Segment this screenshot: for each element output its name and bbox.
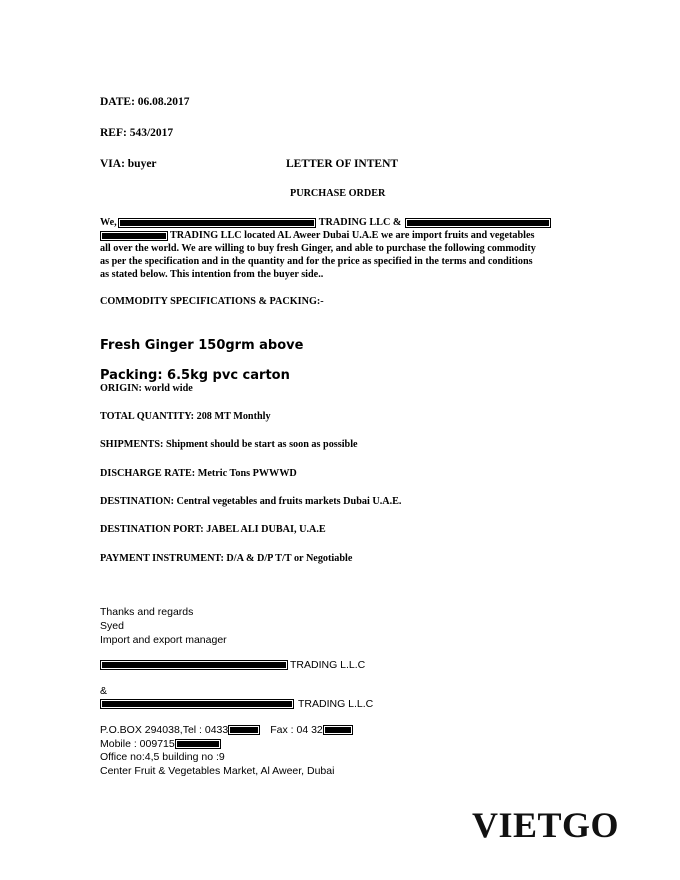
redaction-bar xyxy=(100,660,288,670)
company-2-suffix: TRADING L.L.C xyxy=(298,698,374,710)
letter-title: LETTER OF INTENT xyxy=(286,158,399,170)
closing-thanks: Thanks and regards xyxy=(100,606,194,618)
company-ampersand: & xyxy=(100,685,108,697)
redaction-bar xyxy=(175,739,221,749)
redaction-bar xyxy=(228,725,260,735)
discharge-rate: DISCHARGE RATE: Metric Tons PWWWD xyxy=(100,468,297,479)
product-name: Fresh Ginger 150grm above xyxy=(100,338,304,353)
destination-port: DESTINATION PORT: JABEL ALI DUBAI, U.A.E xyxy=(100,524,326,535)
signer-name: Syed xyxy=(100,620,124,632)
payment-instrument: PAYMENT INSTRUMENT: D/A & D/P T/T or Negotiable xyxy=(100,553,353,564)
intro-line-2-text: TRADING LLC located AL Aweer Dubai U.A.E we are import fruits and vegetables xyxy=(170,230,535,241)
total-quantity: TOTAL QUANTITY: 208 MT Monthly xyxy=(100,411,271,422)
office-line: Office no:4,5 building no :9 xyxy=(100,751,225,763)
intro-line-4: as per the specification and in the quantity and for the price as specified in the terms and conditions xyxy=(100,256,533,267)
intro-paragraph xyxy=(100,216,590,281)
intro-line-1 xyxy=(100,216,590,229)
company-1-suffix: TRADING L.L.C xyxy=(290,659,366,671)
redaction-bar xyxy=(323,725,353,735)
address-line: Center Fruit & Vegetables Market, Al Aweer, Dubai xyxy=(100,765,335,777)
intro-we: We, xyxy=(100,217,117,228)
letter-reference: REF: 543/2017 xyxy=(100,127,174,139)
intro-line-2 xyxy=(100,229,590,242)
contact-mobile xyxy=(100,738,221,750)
origin-line: ORIGIN: world wide xyxy=(100,383,193,394)
redaction-bar xyxy=(100,231,168,241)
vietgo-logo: VIETGO xyxy=(472,805,620,845)
letter-via: VIA: buyer xyxy=(100,158,157,170)
mobile-number: Mobile : 009715 xyxy=(100,738,175,750)
redaction-bar xyxy=(100,699,294,709)
company-line-2 xyxy=(100,698,373,710)
pobox-tel: P.O.BOX 294038,Tel : 0433 xyxy=(100,724,229,736)
packing-line: Packing: 6.5kg pvc carton xyxy=(100,368,290,383)
signer-role: Import and export manager xyxy=(100,634,227,646)
shipments-line: SHIPMENTS: Shipment should be start as soon as possible xyxy=(100,439,358,450)
company-line-1 xyxy=(100,659,365,671)
redaction-bar xyxy=(118,218,316,228)
intro-line-3: all over the world. We are willing to buy fresh Ginger, and able to purchase the following commodity xyxy=(100,243,536,254)
letter-date: DATE: 06.08.2017 xyxy=(100,96,190,108)
intro-company-suffix: TRADING LLC & xyxy=(318,217,402,228)
intro-line-5: as stated below. This intention from the buyer side.. xyxy=(100,269,324,280)
spec-heading: COMMODITY SPECIFICATIONS & PACKING:- xyxy=(100,296,324,307)
fax-number: Fax : 04 32 xyxy=(270,724,323,736)
contact-tel-fax xyxy=(100,724,353,736)
redaction-bar xyxy=(405,218,551,228)
destination-line: DESTINATION: Central vegetables and fruits markets Dubai U.A.E. xyxy=(100,496,402,507)
letter-subtitle: PURCHASE ORDER xyxy=(290,188,386,199)
